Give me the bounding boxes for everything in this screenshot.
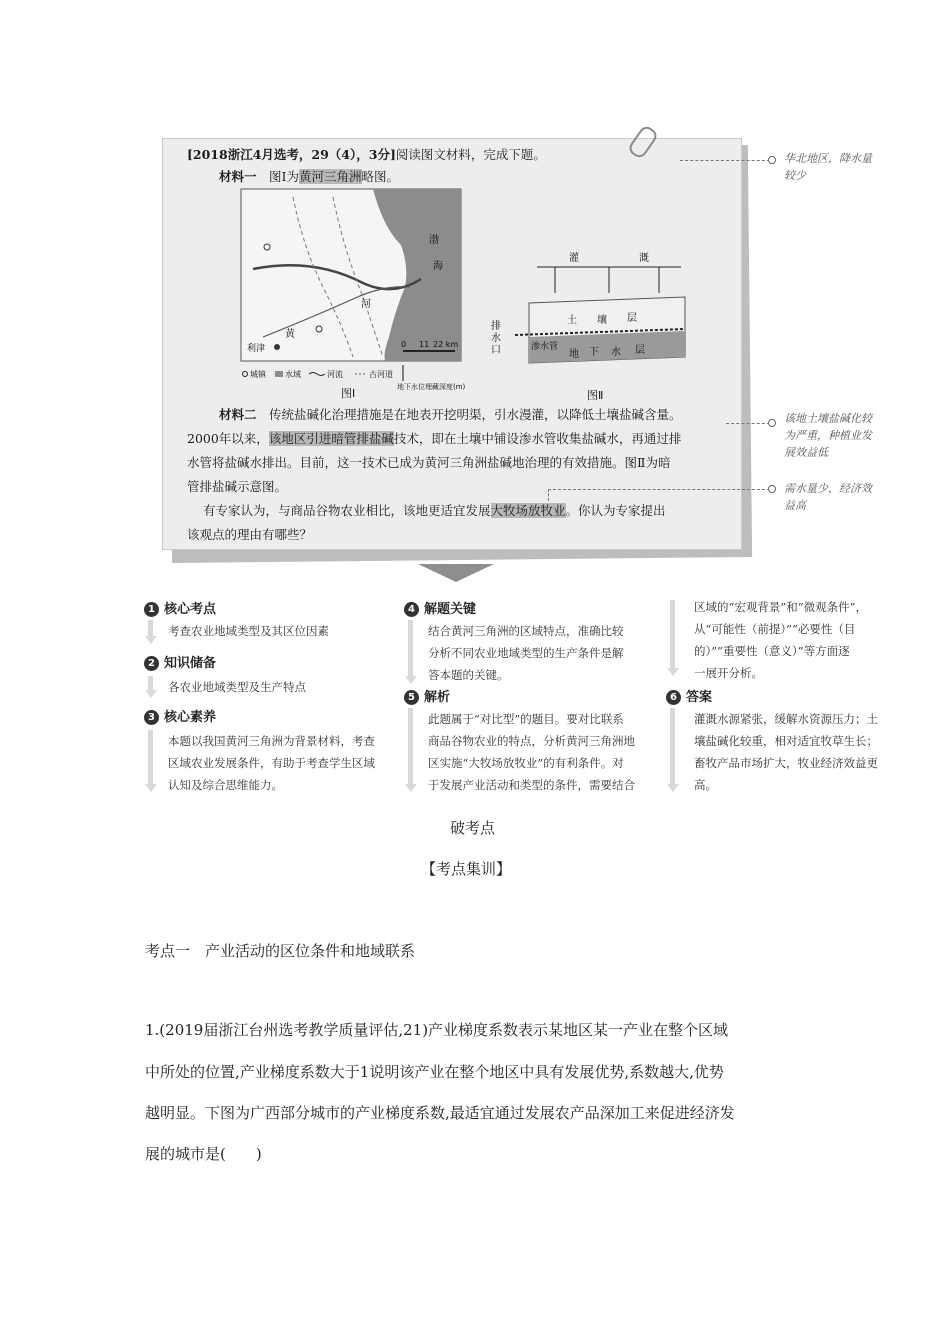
- question-source: [2018浙江4月选考，29（4），3分]阅读图文材料，完成下题。: [187, 147, 546, 162]
- svg-text:渗水管: 渗水管: [531, 342, 559, 352]
- section-key: 4 解题关键: [404, 598, 476, 617]
- knowledge-text: 各农业地域类型及生产特点: [168, 680, 306, 694]
- material2-line1: 材料二 传统盐碱化治理措施是在地表开挖明渠，引水漫灌，以降低土壤盐碱含量。: [219, 407, 682, 422]
- section-core-point: 1 核心考点: [144, 598, 216, 617]
- arrow-bar-7: [670, 708, 675, 784]
- svg-text:地下水位埋藏深度(m): 地下水位埋藏深度(m): [397, 383, 466, 391]
- arrow-down-icon: [667, 668, 679, 676]
- svg-text:0: 0: [401, 340, 407, 349]
- arrow-bar-2: [148, 676, 153, 690]
- figure-2-caption: 图Ⅱ: [587, 389, 604, 402]
- svg-text:口: 口: [491, 345, 501, 356]
- question-1-line3: 越明显。下图为广西部分城市的产业梯度系数,最适宜通过发展农产品深加工来促进经济发: [145, 1104, 735, 1122]
- annotation-leader-3: [548, 489, 770, 490]
- svg-text:下: 下: [589, 347, 599, 358]
- svg-text:11: 11: [419, 340, 430, 349]
- annotation-note-2: 该地土壤盐碱化较 为严重，种植业发 展效益低: [784, 412, 872, 459]
- svg-text:灌: 灌: [569, 253, 579, 264]
- map-figure-2: [489, 247, 699, 405]
- subsection-title: 【考点集训】: [421, 860, 512, 878]
- svg-text:溉: 溉: [639, 253, 649, 264]
- figure-1-caption: 图Ⅰ: [341, 387, 356, 399]
- map1-river-label-2: 黄: [285, 329, 295, 340]
- topic-heading: 考点一 产业活动的区位条件和地域联系: [145, 942, 416, 960]
- flow-arrow-icon: [418, 564, 494, 582]
- section-analysis: 5 解析: [404, 686, 450, 705]
- map1-river-label: 河: [361, 299, 371, 310]
- section-knowledge: 2 知识储备: [144, 652, 216, 671]
- arrow-down-icon: [405, 676, 417, 684]
- svg-text:地: 地: [569, 349, 579, 360]
- annotation-leader-2: [726, 423, 770, 424]
- arrow-bar-4: [408, 620, 413, 676]
- arrow-down-icon: [667, 784, 679, 792]
- arrow-bar-5: [408, 708, 413, 784]
- svg-text:22 km: 22 km: [433, 340, 459, 349]
- section-core-literacy: 3 核心素养: [144, 706, 216, 725]
- map1-city-label: 利津: [247, 344, 266, 354]
- annotation-dot-3: [768, 485, 776, 493]
- question-line1: 有专家认为，与商品谷物农业相比，该地更适宜发展大牧场放牧业。你认为专家提出: [203, 503, 666, 518]
- section-title: 破考点: [450, 819, 496, 837]
- analysis-continued-text: 区域的“宏观背景”和“微观条件”， 从“可能性（前提）”“必要性（目 的）”“重要性（意义）”等方面逐 一展开分析。: [694, 600, 868, 680]
- svg-text:古河道: 古河道: [369, 370, 393, 379]
- arrow-down-icon: [405, 784, 417, 792]
- annotation-note-3: 需水量少，经济效 益高: [784, 482, 872, 512]
- question-1-line4: 展的城市是( ): [145, 1145, 262, 1163]
- annotation-dot-2: [768, 419, 776, 427]
- arrow-down-icon: [145, 784, 157, 792]
- material2-line4: 管排盐碱示意图。: [187, 479, 288, 494]
- analysis-text: 此题属于“对比型”的题目。要对比联系 商品谷物农业的特点，分析黄河三角洲地 区实施“大牧场放牧业”的有利条件。对 于发展产业活动和类型的条件，需要结合: [428, 712, 635, 792]
- core-point-text: 考查农业地域类型及其区位因素: [168, 624, 329, 638]
- annotation-leader-1: [680, 160, 770, 161]
- svg-text:水: 水: [611, 347, 621, 358]
- annotation-leader-3b: [548, 489, 549, 501]
- svg-text:河流: 河流: [327, 370, 343, 379]
- map-figure-1: [233, 187, 503, 399]
- arrow-bar-6: [670, 600, 675, 668]
- svg-text:水域: 水域: [285, 370, 301, 379]
- svg-text:城镇: 城镇: [250, 370, 266, 379]
- question-line2: 该观点的理由有哪些？: [187, 527, 313, 542]
- arrow-bar-1: [148, 620, 153, 636]
- key-text: 结合黄河三角洲的区域特点，准确比较 分析不同农业地域类型的生产条件是解 答本题的关键。: [428, 624, 624, 682]
- material2-line3: 水管将盐碱水排出。目前，这一技术已成为黄河三角洲盐碱地治理的有效措施。图Ⅱ为暗: [187, 455, 671, 470]
- question-1-line1: 1.(2019届浙江台州选考教学质量评估,21)产业梯度系数表示某地区某一产业在整个区域: [145, 1021, 729, 1039]
- question-1-line2: 中所处的位置,产业梯度系数大于1说明该产业在整个地区中具有发展优势,系数越大,优势: [145, 1063, 724, 1081]
- arrow-bar-3: [148, 730, 153, 784]
- svg-text:层: 层: [635, 345, 645, 356]
- svg-text:壤: 壤: [597, 315, 607, 326]
- section-answer: 6 答案: [666, 686, 712, 705]
- map1-sea-label-1: 渤: [429, 235, 439, 246]
- svg-text:水: 水: [491, 333, 501, 344]
- arrow-down-icon: [145, 690, 157, 698]
- answer-text: 灌溉水源紧张，缓解水资源压力；土 壤盐碱化较重，相对适宜牧草生长； 畜牧产品市场扩大，牧业经济效益更 高。: [694, 712, 878, 792]
- arrow-down-icon: [145, 636, 157, 644]
- material2-line2: 2000年以来，该地区引进暗管排盐碱技术，即在土壤中铺设渗水管收集盐碱水，再通过排: [187, 431, 682, 446]
- svg-text:土: 土: [567, 315, 577, 326]
- material1-intro: 材料一 图Ⅰ为黄河三角洲略图。: [219, 169, 400, 184]
- map1-sea-label-2: 海: [433, 261, 443, 272]
- core-literacy-text: 本题以我国黄河三角洲为背景材料，考查 区域农业发展条件，有助于考查学生区域 认知及综合思维能力。: [168, 734, 375, 792]
- annotation-dot-1: [768, 156, 776, 164]
- svg-text:排: 排: [491, 321, 501, 332]
- svg-text:层: 层: [627, 313, 637, 324]
- annotation-note-1: 华北地区，降水量 较少: [784, 152, 872, 182]
